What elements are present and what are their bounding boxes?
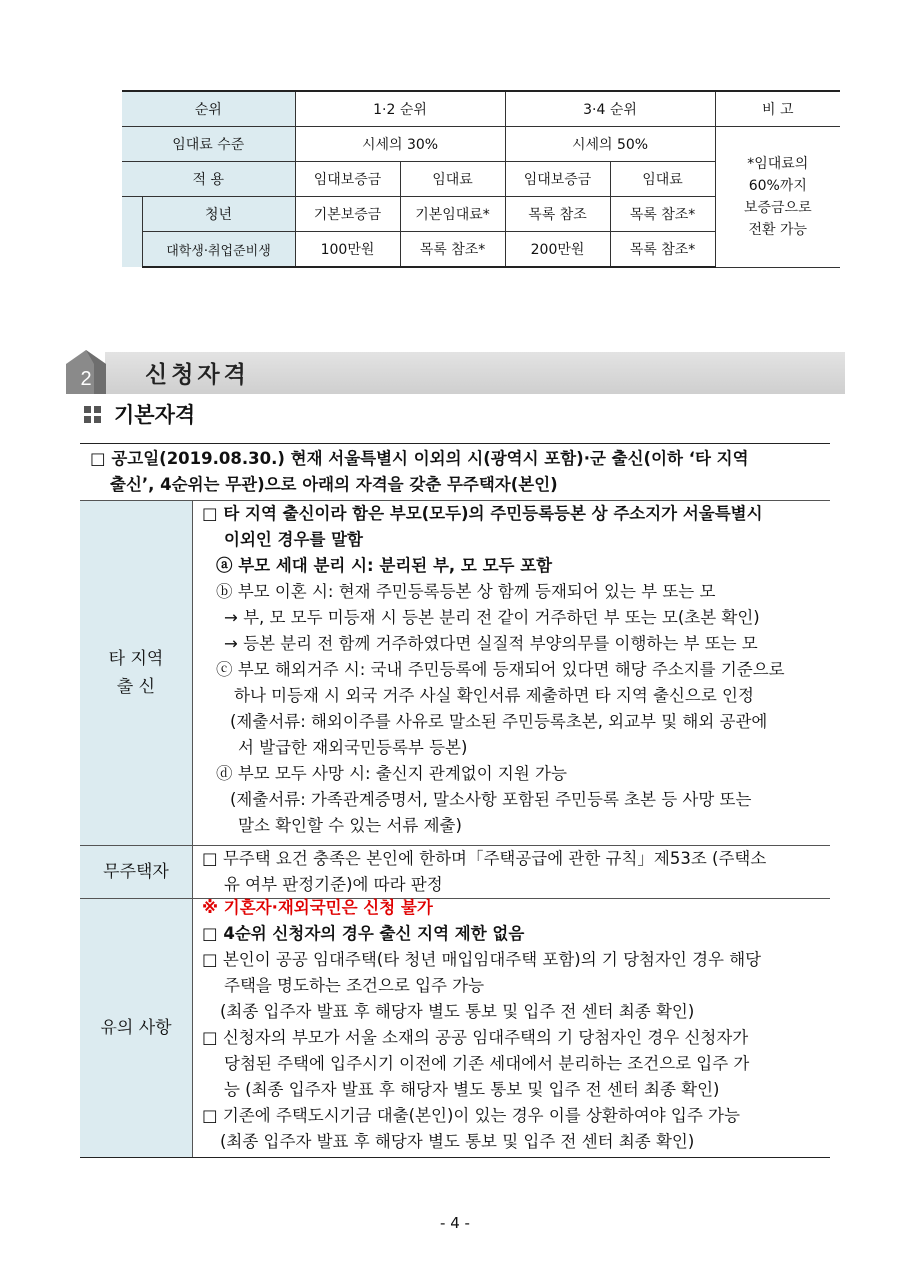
rent-level-r12: 시세의 30% — [295, 127, 505, 162]
content-line: 이외인 경우를 말함 — [224, 530, 364, 549]
intro-line: □ 공고일(2019.08.30.) 현재 서울특별시 이외의 시(광역시 포함)·군 출신(이하 ‘타 지역 — [90, 449, 749, 468]
content-line: 서 발급한 재외국민등록부 등본) — [238, 738, 468, 757]
rent-level-label: 임대료 수준 — [122, 127, 295, 162]
section-title: 신청자격 — [145, 362, 250, 388]
subsection-title: 기본자격 — [114, 403, 196, 427]
note-line: 보증금으로 — [743, 199, 812, 216]
notes-content — [200, 895, 830, 1153]
header-rank: 순위 — [122, 91, 295, 127]
content-line: 주택을 명도하는 조건으로 입주 가능 — [224, 976, 485, 995]
homeless-content — [200, 846, 830, 898]
note-cell — [715, 127, 840, 268]
header-rank34: 3·4 순위 — [505, 91, 715, 127]
youth-r34-deposit: 목록 참조 — [505, 197, 610, 232]
other-region-label — [80, 501, 193, 845]
content-line: 유 여부 판정기준)에 따라 판정 — [224, 875, 443, 894]
content-line: → 등본 분리 전 함께 거주하였다면 실질적 부양의무를 이행하는 부 또는 모 — [224, 634, 758, 653]
student-r12-rent: 목록 참조* — [400, 232, 505, 268]
student-r34-deposit: 200만원 — [505, 232, 610, 268]
youth-label: 청년 — [142, 197, 295, 232]
section-number-badge — [66, 350, 106, 394]
apply-deposit-34: 임대보증금 — [505, 162, 610, 197]
content-line: □ 4순위 신청자의 경우 출신 지역 제한 없음 — [202, 924, 525, 943]
rent-level-r34: 시세의 50% — [505, 127, 715, 162]
content-line: □ 신청자의 부모가 서울 소재의 공공 임대주택의 기 당첨자인 경우 신청자가 — [202, 1028, 749, 1047]
apply-rent-12: 임대료 — [400, 162, 505, 197]
student-r34-rent: 목록 참조* — [610, 232, 715, 268]
content-line: ⓑ 부모 이혼 시: 현재 주민등록등본 상 함께 등재되어 있는 부 또는 모 — [216, 582, 716, 601]
content-line: 하나 미등재 시 외국 거주 사실 확인서류 제출하면 타 지역 출신으로 인정 — [234, 686, 754, 705]
warning-line: ※ 기혼자·재외국민은 신청 불가 — [202, 898, 433, 917]
header-note: 비 고 — [715, 91, 840, 127]
other-region-row — [80, 501, 830, 845]
intro-row — [80, 444, 830, 500]
other-region-content — [200, 501, 830, 845]
content-line: ⓒ 부모 해외거주 시: 국내 주민등록에 등재되어 있다면 해당 주소지를 기준으로 — [216, 660, 785, 679]
label-line: 타 지역 — [108, 649, 164, 669]
content-line: → 부, 모 모두 미등재 시 등본 분리 전 같이 거주하던 부 또는 모(초본 확인) — [224, 608, 760, 627]
content-line: □ 본인이 공공 임대주택(타 청년 매입임대주택 포함)의 기 당첨자인 경우 해당 — [202, 950, 762, 969]
indent-cell — [122, 197, 142, 268]
content-line: □ 무주택 요건 충족은 본인에 한하며「주택공급에 관한 규칙」제53조 (주택소 — [202, 849, 767, 868]
rent-rank-table — [122, 90, 840, 268]
content-line: (제출서류: 해외이주를 사유로 말소된 주민등록초본, 외교부 및 해외 공관에 — [230, 712, 768, 731]
content-line: □ 기존에 주택도시기금 대출(본인)이 있는 경우 이를 상환하여야 입주 가능 — [202, 1106, 740, 1125]
content-line: 당첨된 주택에 입주시기 이전에 기존 세대에서 분리하는 조건으로 입주 가 — [224, 1054, 750, 1073]
note-line: 전환 가능 — [748, 221, 808, 238]
apply-deposit-12: 임대보증금 — [295, 162, 400, 197]
apply-label: 적 용 — [122, 162, 295, 197]
note-line: 60%까지 — [748, 177, 807, 194]
student-r12-deposit: 100만원 — [295, 232, 400, 268]
homeless-label: 무주택자 — [80, 846, 193, 898]
section-number: 2 — [80, 368, 92, 390]
homeless-row — [80, 846, 830, 898]
grid-icon — [84, 406, 102, 424]
content-line: (최종 입주자 발표 후 해당자 별도 통보 및 입주 전 센터 최종 확인) — [220, 1132, 695, 1151]
content-line: 능 (최종 입주자 발표 후 해당자 별도 통보 및 입주 전 센터 최종 확인) — [224, 1080, 720, 1099]
youth-r12-rent: 기본임대료* — [400, 197, 505, 232]
student-label: 대학생·취업준비생 — [142, 232, 295, 268]
intro-line: 출신’, 4순위는 무관)으로 아래의 자격을 갖춘 무주택자(본인) — [110, 475, 558, 494]
note-line: *임대료의 — [747, 155, 809, 172]
notes-label: 유의 사항 — [80, 899, 193, 1157]
qualification-table — [80, 443, 830, 1158]
content-line: (제출서류: 가족관계증명서, 말소사항 포함된 주민등록 초본 등 사망 또는 — [230, 790, 752, 809]
content-line: ⓐ 부모 세대 분리 시: 분리된 부, 모 모두 포함 — [216, 556, 553, 575]
label-line: 출 신 — [116, 677, 156, 697]
content-line: □ 타 지역 출신이라 함은 부모(모두)의 주민등록등본 상 주소지가 서울특별시 — [202, 504, 763, 523]
youth-r34-rent: 목록 참조* — [610, 197, 715, 232]
content-line: 말소 확인할 수 있는 서류 제출) — [238, 816, 462, 835]
content-line: ⓓ 부모 모두 사망 시: 출신지 관계없이 지원 가능 — [216, 764, 567, 783]
notes-row — [80, 899, 830, 1157]
content-line: (최종 입주자 발표 후 해당자 별도 통보 및 입주 전 센터 최종 확인) — [220, 1002, 695, 1021]
youth-r12-deposit: 기본보증금 — [295, 197, 400, 232]
header-rank12: 1·2 순위 — [295, 91, 505, 127]
page-number: - 4 - — [440, 1214, 470, 1232]
apply-rent-34: 임대료 — [610, 162, 715, 197]
